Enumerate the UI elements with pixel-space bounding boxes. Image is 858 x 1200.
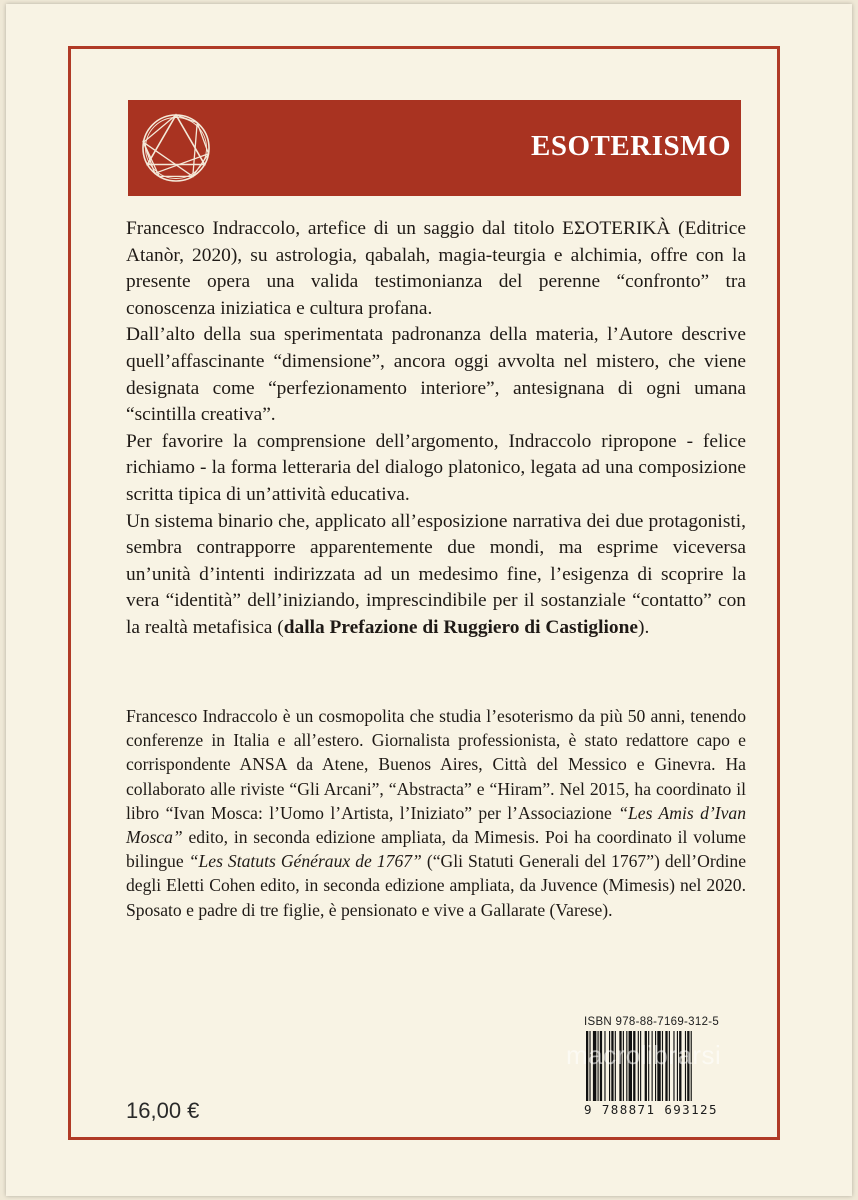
barcode-bar bbox=[691, 1031, 692, 1101]
blurb-paragraph-2: Dall’alto della sua sperimentata padronanza della materia, l’Autore descrive quell’affascinante “dimensione”, ancora oggi avvolta nel mistero, che viene designata come “perfezionamento interiore”, antesignana di ogni umana “scintilla creativa”. bbox=[126, 324, 746, 426]
barcode-bar bbox=[679, 1031, 681, 1101]
barcode-bar bbox=[598, 1031, 599, 1101]
barcode-bar bbox=[609, 1031, 610, 1101]
category-title: ESOTERISMO bbox=[531, 130, 731, 162]
barcode-bar bbox=[619, 1031, 621, 1101]
watermark: macrolibrarsi bbox=[566, 1040, 722, 1070]
bio-italic-1: “Les Amis d’Ivan Mosca” bbox=[126, 802, 746, 848]
barcode-bar bbox=[586, 1031, 588, 1101]
barcode-bar bbox=[623, 1031, 624, 1101]
bio-text-1: Francesco Indraccolo è un cosmopolita che studia l’esoterismo da più 50 anni, tenendo conferenze in Italia e all’estero. Giornalista professionista, è stato redattore capo e corrispondente ANSA da Atene, Buenos Aires, Città del Messico e Ginevra. Ha collaborato alle riviste “Gli Arcani”, “Abstracta” e “Hiram”. Nel 2015, ha coordinato il libro “Ivan Mosca: l’Uomo l’Artista, l’Iniziato” per l’Associazione bbox=[126, 706, 746, 823]
barcode bbox=[584, 1031, 740, 1101]
barcode-bar bbox=[655, 1031, 656, 1101]
isbn-label: ISBN 978-88-7169-312-5 bbox=[584, 1016, 720, 1028]
author-bio bbox=[126, 704, 746, 922]
barcode-bar bbox=[633, 1031, 635, 1101]
bio-text-2: edito, in seconda edizione ampliata, da Mimesis. Poi ha coordinato il volume bilingue bbox=[126, 827, 746, 872]
barcode-bar bbox=[629, 1031, 632, 1101]
barcode-bar bbox=[687, 1031, 689, 1101]
barcode-bar bbox=[662, 1031, 663, 1101]
barcode-bar bbox=[593, 1031, 596, 1101]
barcode-bar bbox=[669, 1031, 670, 1101]
blurb-paragraph-4-end: ). bbox=[637, 616, 650, 638]
blurb-paragraph-1: Francesco Indraccolo, artefice di un saggio dal titolo ΕΣΟΤΕRIKÀ (Editrice Atanòr, 2020), su astrologia, qabalah, magia-teurgia e alchimia, offre con la presente opera una valida testimonianza del perenne “confronto” tra conoscenza iniziatica e cultura profana. bbox=[126, 218, 746, 319]
preface-credit: dalla Prefazione di Ruggiero di Castiglione bbox=[283, 616, 638, 638]
barcode-bar bbox=[589, 1031, 590, 1101]
barcode-bar bbox=[665, 1031, 667, 1101]
barcode-bar bbox=[645, 1031, 647, 1101]
barcode-digits: 9 788871 693125 bbox=[584, 1102, 718, 1117]
price: 16,00 € bbox=[126, 1098, 200, 1123]
blurb-paragraph-4-text: Un sistema binario che, applicato all’esposizione narrativa dei due protagonisti, sembra contrapporre apparentemente due mondi, ma esprime viceversa un’unità d’intenti indirizzata ad un medesimo fine, l’esigenza di scoprire la vera “identità” dell’iniziando, imprescindibile per il sostanziale “contatto” con la realtà metafisica ( bbox=[126, 510, 746, 638]
barcode-bar bbox=[600, 1031, 602, 1101]
barcode-bar bbox=[685, 1031, 686, 1101]
author-bio-paragraph bbox=[126, 704, 746, 922]
barcode-bar bbox=[611, 1031, 613, 1101]
bio-italic-2: “Les Statuts Généraux de 1767” bbox=[188, 851, 422, 872]
book-back-cover bbox=[6, 4, 852, 1196]
barcode-bar bbox=[626, 1031, 627, 1101]
blurb-text bbox=[126, 216, 746, 642]
barcode-bar bbox=[615, 1031, 616, 1101]
blurb-paragraph-4 bbox=[126, 509, 746, 642]
bio-text-3: (“Gli Statuti Generali del 1767”) dell’Ordine degli Eletti Cohen edito, in seconda edizione ampliata, da Juvence (Mimesis) nel 2020. Sposato e padre di tre figlie, è pensionato e vive a Gallarate (Varese). bbox=[126, 851, 747, 920]
barcode-bar bbox=[604, 1031, 605, 1101]
barcode-bar bbox=[652, 1031, 653, 1101]
barcode-bar bbox=[677, 1031, 678, 1101]
barcode-bar bbox=[657, 1031, 660, 1101]
category-banner bbox=[128, 100, 741, 196]
barcode-bar bbox=[648, 1031, 649, 1101]
barcode-bar bbox=[673, 1031, 674, 1101]
barcode-bar bbox=[638, 1031, 639, 1101]
enneagram-icon bbox=[138, 110, 214, 186]
barcode-bar bbox=[640, 1031, 641, 1101]
blurb-paragraph-3: Per favorire la comprensione dell’argomento, Indraccolo ripropone - felice richiamo - la forma letteraria del dialogo platonico, legata ad una composizione scritta tipica di un’attività educativa. bbox=[126, 430, 746, 505]
